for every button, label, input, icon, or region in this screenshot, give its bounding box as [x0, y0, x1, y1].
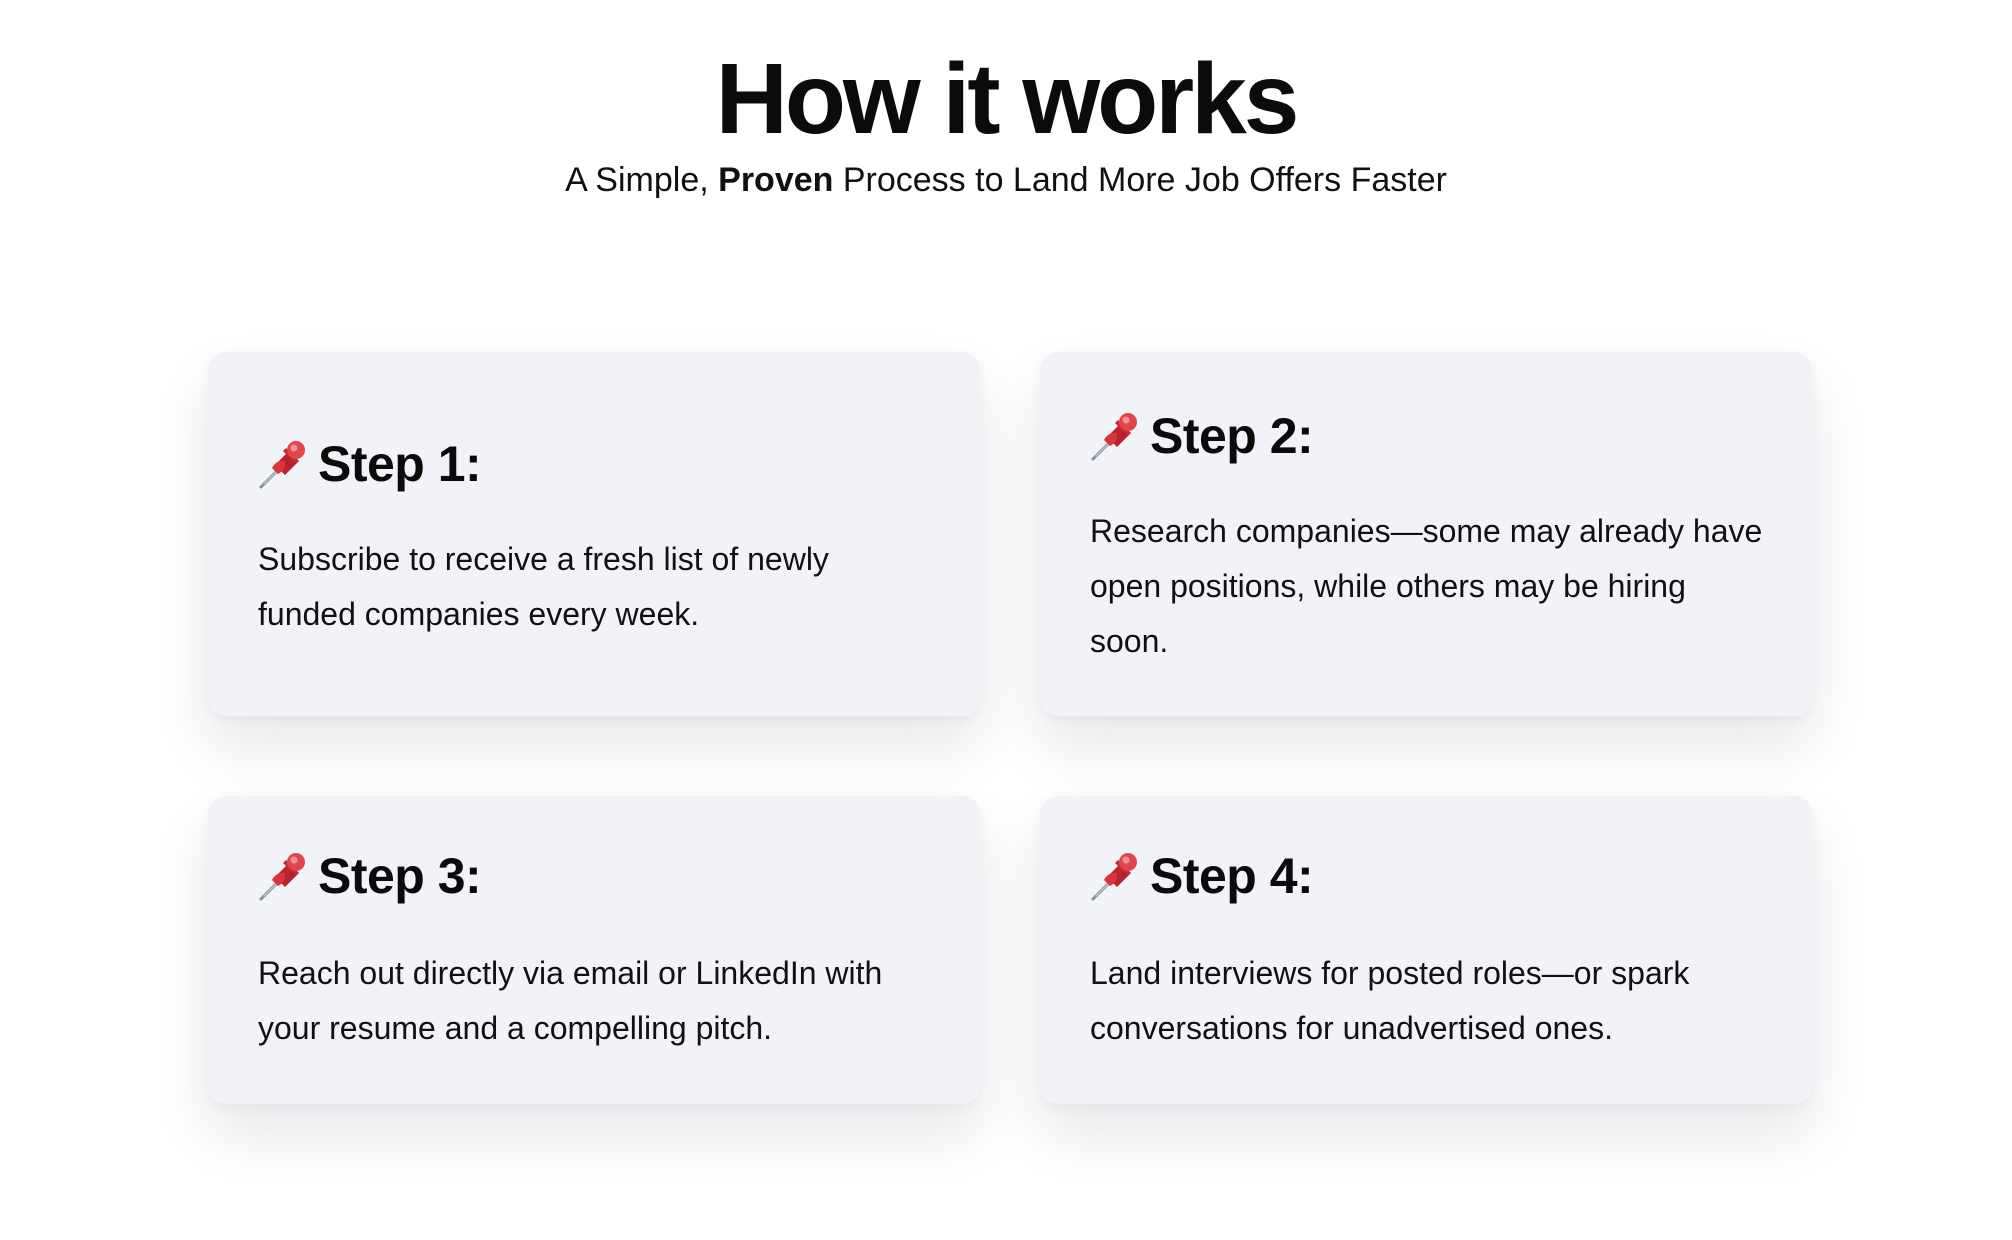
pushpin-icon [258, 438, 308, 490]
subtitle-emphasis: Proven [718, 161, 834, 199]
step-card-4 [1040, 796, 1812, 1104]
subtitle-prefix: A Simple, [565, 161, 719, 199]
pushpin-icon [1090, 410, 1140, 462]
step-description: Research companies—some may already have open positions, while others may be hiring soon. [1090, 513, 1763, 659]
step-heading [1090, 846, 1766, 906]
pushpin-icon [1090, 850, 1140, 902]
step-heading [258, 434, 934, 494]
step-title: Step 2: [1150, 408, 1314, 464]
pushpin-icon [258, 850, 308, 902]
step-card-2 [1040, 352, 1812, 716]
step-description: Subscribe to receive a fresh list of newly funded companies every week. [258, 541, 829, 632]
step-description: Land interviews for posted roles—or spark conversations for unadvertised ones. [1090, 955, 1690, 1046]
section-subtitle [0, 158, 2012, 202]
step-title: Step 3: [318, 848, 482, 904]
step-title: Step 4: [1150, 848, 1314, 904]
step-heading [258, 846, 934, 906]
step-card-3 [208, 796, 980, 1104]
step-description: Reach out directly via email or LinkedIn with your resume and a compelling pitch. [258, 955, 883, 1046]
step-heading [1090, 406, 1766, 466]
step-title: Step 1: [318, 436, 482, 492]
step-card-1 [208, 352, 980, 716]
subtitle-suffix: Process to Land More Job Offers Faster [833, 161, 1447, 199]
section-title: How it works [715, 43, 1297, 155]
